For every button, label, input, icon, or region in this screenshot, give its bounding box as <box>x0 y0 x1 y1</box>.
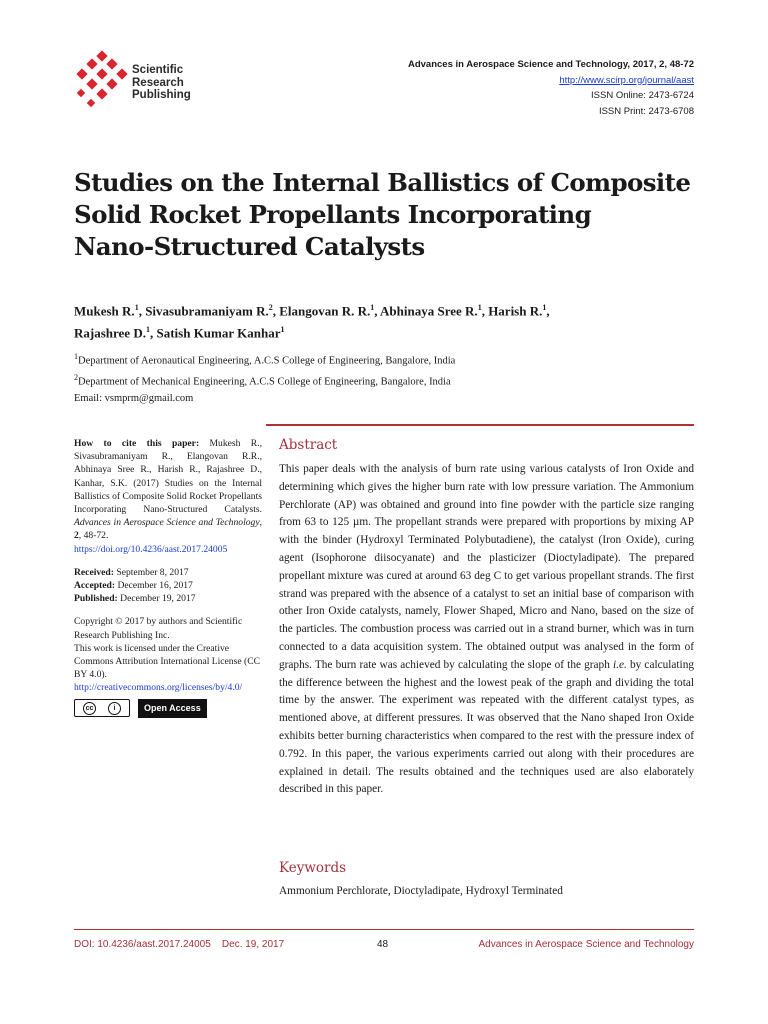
citation-label: How to cite this paper: <box>74 438 200 449</box>
author-separator: , <box>546 303 550 319</box>
abstract-ie: i.e. <box>613 658 627 671</box>
abstract-text <box>279 461 694 799</box>
title-line1: Studies on the Internal Ballistics of Composite <box>74 168 691 197</box>
affiliation-1 <box>74 349 455 370</box>
affiliation-text: Department of Mechanical Engineering, A.C.S College of Engineering, Bangalore, India <box>78 376 451 388</box>
attribution-icon: i <box>108 702 121 715</box>
abstract-body-part2: by calculating the difference between the highest and the lowest peak of the graph and dividing the total time by the answer. The experiment was repeated with the different catalyst types, as mentioned above, at different pressures. It was observed that the Nano shaped Iron Oxide exhibits better burning characteristics when compared to the rest with the pressure index of 0.792. In this paper, the various experiments carried out along with their procedures are explained in detail. The results obtained and the techniques used are also elaborately described in this paper. <box>279 658 694 796</box>
footer-date: Dec. 19, 2017 <box>221 939 285 950</box>
publisher-logo-mark <box>76 50 132 112</box>
author-separator: , <box>481 303 489 319</box>
accepted-label: Accepted: <box>74 580 116 592</box>
author-name: Rajashree D. <box>74 325 146 341</box>
license-text: This work is licensed under the Creative Commons Attribution International License (CC BY 4.0). <box>74 642 260 681</box>
abstract-body-part1: This paper deals with the analysis of burn rate using various catalysts of Iron Oxide and determining which gives the higher burn rate with low pressure variation. The Ammonium Perchlorate (AP) was obtained and ground into fine powder with the particle size ranging from 63 to 125 µm. The propellant strands were prepared with proportions by mixing AP with the binder (Hydroxyl Terminated Polybutadiene), the catalyst (Iron Oxide), curing agent (Isophorone diisocyanate) and the plasticizer (Dioctyladipate). The prepared propellant mixture was cured at around 63 deg C to get various propellant strands. The first strand was prepared with the absence of a catalyst to set an initial base of comparison with other Iron Oxide catalysts, namely, Flower Shaped, Micro and Nano, based on the size of the particles. The combustion process was carried out in a strand burner, which was in turn connected to a data acquisition system. The obtained output was analysed in the form of graphs. The burn rate was achieved by calculating the slope of the graph <box>279 463 694 671</box>
citation-text: Mukesh R., Sivasubramaniyam R., Elangovan R.R., Abhinaya Sree R., Harish R., Rajashree D., Kanhar, S.K. (2017) Studies on the Internal Ballistics of Composite Solid Rocket Propellants Incorporating Nano-Structured Catalysts. <box>74 438 262 516</box>
publisher-name <box>132 64 191 102</box>
published-value: December 19, 2017 <box>120 593 196 605</box>
page-number: 48 <box>377 939 389 950</box>
received-label: Received: <box>74 566 114 578</box>
issn-online: ISSN Online: 2473-6724 <box>591 90 694 101</box>
publisher-name-line3: Publishing <box>132 89 191 101</box>
author-affiliation-mark: 1 <box>370 303 375 312</box>
paper-title <box>74 167 714 263</box>
affiliation-mark: 1 <box>74 352 78 361</box>
footer-rule <box>74 929 694 930</box>
citation-block: How to cite this paper: Mukesh R., Sivasubramaniyam R., Elangovan R.R., Abhinaya Sree R., Harish R., Rajashree D., Kanhar, S.K. (2017) Studies on the Internal Ballistics of Composite Solid Rocket Propellants Incorporating Nano-Structured Catalysts. Advances in Aerospace Science and Technology, 2, 48-72. https://doi.org/10.4236/aast.2017.24005 <box>74 438 262 555</box>
author-name: Mukesh R. <box>74 303 135 319</box>
publisher-name-line2: Research <box>132 76 184 89</box>
author-separator: , <box>272 303 280 319</box>
author-affiliation-mark: 2 <box>268 303 273 312</box>
cc-icon: cc <box>83 702 96 715</box>
affiliation-2 <box>74 370 455 391</box>
author-separator: , <box>149 325 157 341</box>
citation-volume: 2 <box>74 530 79 542</box>
article-info-column <box>74 437 262 728</box>
doi-link[interactable]: https://doi.org/10.4236/aast.2017.24005 <box>74 543 228 555</box>
received-date <box>74 566 262 579</box>
citation-journal: Advances in Aerospace Science and Technology <box>74 517 260 529</box>
license-badges <box>74 699 262 718</box>
accepted-date <box>74 579 262 592</box>
license-block <box>74 615 262 717</box>
author-list <box>74 299 694 343</box>
author-affiliation-mark: 1 <box>145 324 150 334</box>
open-access-badge: Open Access <box>138 699 207 718</box>
author-name: Harish R. <box>488 303 543 319</box>
footer-doi-date <box>74 939 284 950</box>
author-separator: , <box>374 303 381 319</box>
author-affiliation-mark: 1 <box>134 303 139 312</box>
license-link[interactable]: http://creativecommons.org/licenses/by/4.0/ <box>74 682 243 694</box>
abstract-top-rule <box>266 424 694 426</box>
author-name: Abhinaya Sree R. <box>380 303 478 319</box>
author-affiliation-mark: 1 <box>477 303 482 312</box>
published-date <box>74 592 262 605</box>
journal-url-link[interactable]: http://www.scirp.org/journal/aast <box>559 74 694 86</box>
dates-block <box>74 566 262 606</box>
copyright-text: Copyright © 2017 by authors and Scientific Research Publishing Inc. <box>74 616 243 641</box>
keywords-text: Ammonium Perchlorate, Dioctyladipate, Hydroxyl Terminated <box>279 885 563 897</box>
issn-print: ISSN Print: 2473-6708 <box>598 105 694 117</box>
cc-by-badge[interactable] <box>74 699 130 717</box>
author-separator: , <box>138 303 146 319</box>
keywords-heading: Keywords <box>279 860 347 876</box>
published-label: Published: <box>74 593 118 605</box>
footer-doi: DOI: 10.4236/aast.2017.24005 <box>74 939 211 950</box>
accepted-value: December 16, 2017 <box>117 580 193 592</box>
footer-journal: Advances in Aerospace Science and Technology <box>478 939 694 950</box>
author-affiliation-mark: 1 <box>280 324 285 334</box>
received-value: September 8, 2017 <box>116 566 189 578</box>
abstract-heading: Abstract <box>279 437 338 453</box>
author-affiliation-mark: 1 <box>542 303 547 312</box>
journal-info <box>408 57 694 119</box>
journal-name: Advances in Aerospace Science and Technology, 2017, 2, 48-72 <box>407 59 694 70</box>
author-name: Sivasubramaniyam R. <box>145 303 269 319</box>
title-line3: Nano-Structured Catalysts <box>74 232 425 261</box>
citation-pages: , 48-72. <box>78 530 109 542</box>
author-name: Satish Kumar Kanhar <box>156 325 281 341</box>
title-line2: Solid Rocket Propellants Incorporating <box>74 200 592 229</box>
affiliations <box>74 349 455 408</box>
author-email: Email: vsmprm@gmail.com <box>74 393 194 404</box>
affiliation-mark: 2 <box>74 373 78 382</box>
publisher-logo <box>76 50 206 112</box>
author-name: Elangovan R. R. <box>279 303 371 319</box>
affiliation-text: Department of Aeronautical Engineering, A.C.S College of Engineering, Bangalore, India <box>78 355 456 367</box>
publisher-name-line1: Scientific <box>132 64 184 76</box>
